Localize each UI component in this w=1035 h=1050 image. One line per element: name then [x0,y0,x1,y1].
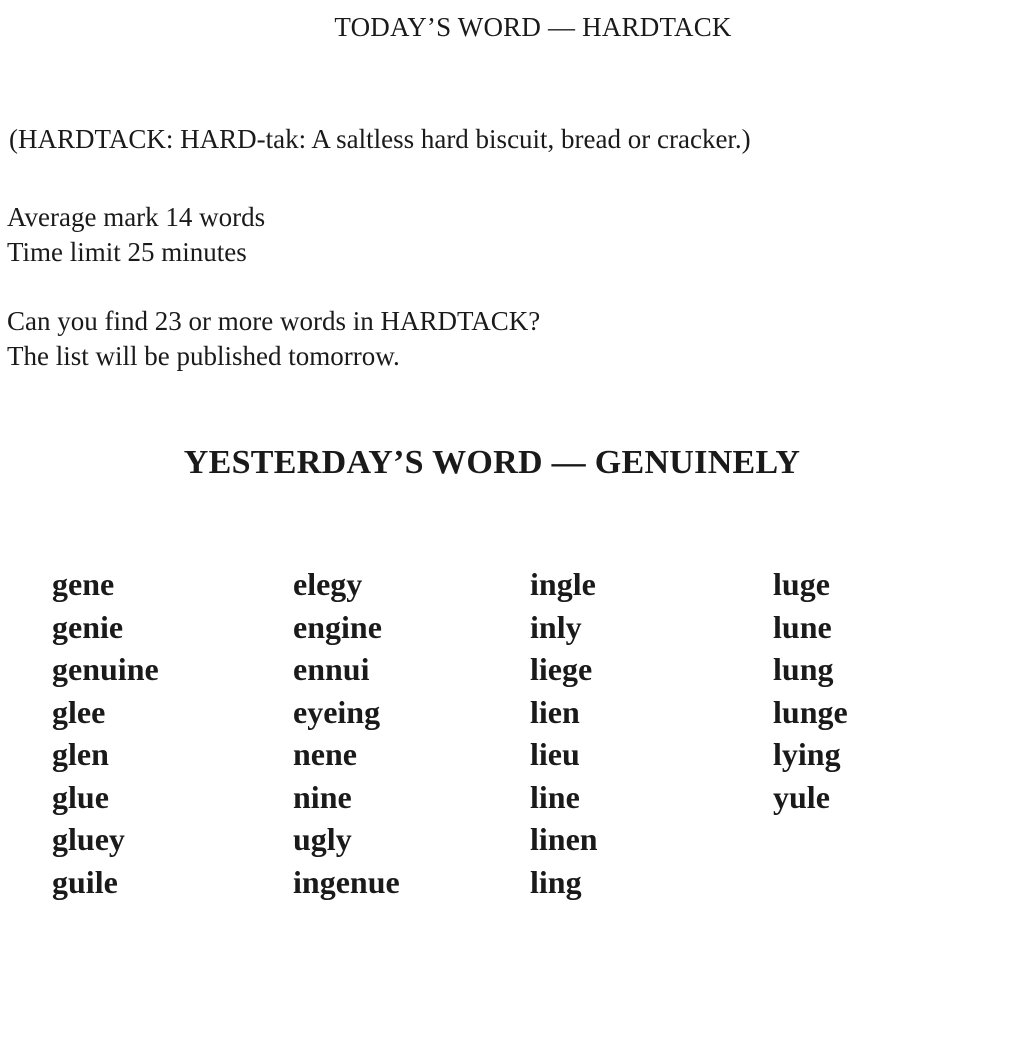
answer-word: linen [530,821,598,857]
answer-word: lung [773,651,834,687]
answer-word: guile [52,863,118,900]
answer-word: ingle [530,566,596,602]
answer-word: lunge [773,693,848,730]
answer-word: luge [773,566,830,602]
word-column-2 [293,563,400,903]
challenge-text [7,304,540,374]
answer-word: elegy [293,566,363,602]
time-limit: Time limit 25 minutes [7,237,247,267]
answer-word: glue [52,778,109,815]
answer-word: glee [52,693,106,730]
answer-word: genie [52,608,124,645]
average-mark: Average mark 14 words [7,202,266,232]
answer-word: inly [530,608,582,645]
word-column-4 [773,563,848,818]
answer-word: ugly [293,821,352,857]
answer-word: ennui [293,651,370,687]
answer-word: nene [293,736,357,772]
answer-word: lying [773,736,841,772]
word-column-3 [530,563,598,903]
answer-word: yule [773,778,830,815]
word-definition: (HARDTACK: HARD-tak: A saltless hard biscuit, bread or cracker.) [9,124,751,154]
answer-word: lieu [530,736,580,772]
answer-word: genuine [52,651,159,687]
answer-word: ingenue [293,863,400,900]
answer-word: ling [530,863,582,900]
answer-word: lune [773,608,832,645]
answer-word: line [530,778,580,815]
answer-word: lien [530,693,580,730]
publish-note: The list will be published tomorrow. [7,341,400,371]
answer-word: gluey [52,821,125,857]
answer-word: engine [293,608,382,645]
answer-word: nine [293,778,352,815]
answer-word: eyeing [293,693,381,730]
answer-word: gene [52,566,115,602]
challenge-question: Can you find 23 or more words in HARDTACK? [7,306,541,336]
today-word-title: TODAY’S WORD — HARDTACK [334,12,732,42]
yesterday-word-title: YESTERDAY’S WORD — GENUINELY [183,444,801,481]
answer-word: glen [52,736,109,772]
word-column-1 [52,563,159,903]
puzzle-stats [7,200,265,270]
answer-word: liege [530,651,593,687]
